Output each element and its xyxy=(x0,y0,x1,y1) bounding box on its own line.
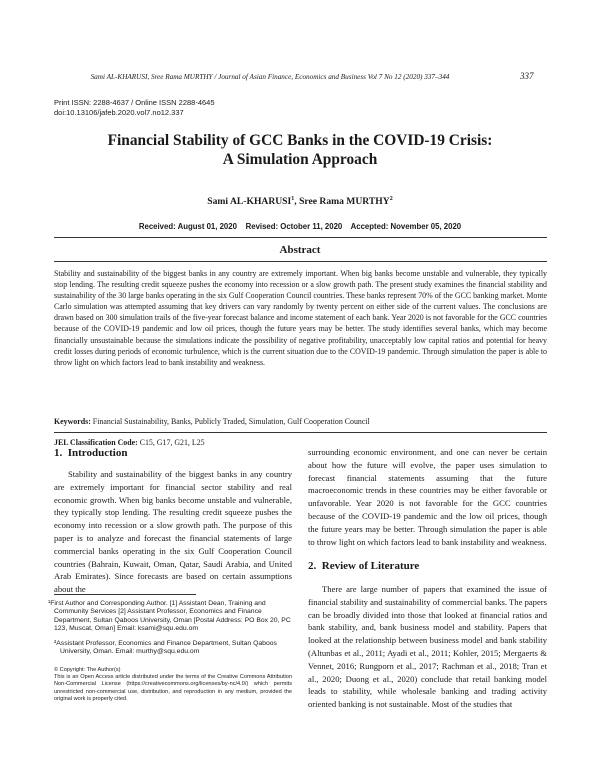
footnote-divider xyxy=(54,594,196,595)
footnote-2: ²Assistant Professor, Economics and Finance Department, Sultan Qaboos University, Oman. Email: murthy@squ.edu.om xyxy=(54,640,277,656)
license-text: This is an Open Access article distributed under the terms of the Creative Commons Attribution Non-Commercial License (https://creativecommons.org/licenses/by-nc/4.0/) which permits unrestricted non-commercial use, distribution, and reproduction in any medium, provided the original work is properly cited. xyxy=(54,674,292,702)
keywords-label: Keywords: xyxy=(54,417,91,426)
divider-keywords xyxy=(54,432,547,433)
keywords xyxy=(54,417,547,426)
paper-title xyxy=(40,131,560,169)
title-line-1: Financial Stability of GCC Banks in the COVID-19 Crisis: xyxy=(107,132,493,149)
doi-line: doi:10.13106/jafeb.2020.vol7.no12.337 xyxy=(54,108,184,117)
footnote-1: ¹First Author and Corresponding Author. [1] Assistant Dean, Training and Community Services [2] Assistant Professor, Economics and Finance Department, Sultan Qaboos University, Oman [Postal Address: PO Box 20, PC 123, Muscat, Oman] Email: ksami@squ.edu.om xyxy=(48,600,291,633)
abstract-heading: Abstract xyxy=(279,244,321,256)
author-1: Sami AL-KHARUSI xyxy=(207,196,292,208)
literature-heading: 2. Review of Literature xyxy=(308,560,420,572)
divider-top xyxy=(54,237,547,238)
submission-dates: Received: August 01, 2020 Revised: October 11, 2020 Accepted: November 05, 2020 xyxy=(138,222,462,231)
title-line-2: A Simulation Approach xyxy=(222,151,378,168)
copyright-line: © Copyright: The Author(s) xyxy=(54,667,121,673)
running-header: Sami AL-KHARUSI, Sree Rama MURTHY / Journal of Asian Finance, Economics and Business Vol 7 No 12 (2020) 337–344 xyxy=(90,73,450,81)
author-1-affiliation-mark: 1 xyxy=(291,196,295,202)
issn-block xyxy=(54,98,215,118)
author-2-affiliation-mark: 2 xyxy=(389,196,393,202)
author-2: Sree Rama MURTHY xyxy=(299,196,390,208)
abstract-body: Stability and sustainability of the biggest banks in any country are extremely important. When big banks become unstable and vulnerable, they typically stop lending. The resulting credit squeeze pushes the economy into recession or a slow growth path. The present study examines the financial stability and sustainability of the 30 large banks operating in the six Gulf Cooperation Council countries. These banks represent 70% of the GCC banking market. Monte Carlo simulation was attempted assuming that key drivers can vary randomly by twenty percent on either side of the current values. The conclusions are drawn based on 300 simulation trails of the five-year forecast balance and income statement of each bank. Year 2020 is not favorable for the GCC countries because of the COVID-19 pandemic and low oil prices, though the future years may be better. The study identifies several banks, which may become financially unsustainable because the simulations indicate the possibility of negative profitability, unacceptably low capital ratios and potential for heavy credit losses during periods of economic turbulence, which is the current situation due to the COVID-19 pandemic. Through simulation the paper is able to throw light on which factors lead to bank instability and weakness. xyxy=(54,269,547,367)
keywords-text: Financial Sustainability, Banks, Publicly Traded, Simulation, Gulf Cooperation Council xyxy=(90,417,370,426)
page-number: 337 xyxy=(520,71,534,81)
copyright-notice xyxy=(54,667,292,703)
introduction-body: Stability and sustainability of the biggest banks in any country are extremely important for financial sector stability and real economic growth. When big banks become unstable and vulnerable, they typically stop lending. The resulting credit squeeze pushes the economy into recession or a slow growth path. The purpose of this paper is to analyze and forecast the financial statements of large commercial banks operating in the six Gulf Cooperation Council countries (Bahrain, Kuwait, Oman, Qatar, Saudi Arabia, and United Arab Emirates). Since forecasts are based on certain assumptions about the xyxy=(54,469,292,595)
literature-body: There are large number of papers that examined the issue of financial stability and sustainability of commercial banks. The papers can be broadly divided into those that looked at financial ratios and bank stability, and, bank business model and stability. Papers that looked at the relationship between business model and bank stability (Altunbas et al., 2011; Ayadi et al., 2011; Kohler, 2015; Mergaerts & Vennet, 2016; Rungporn et al., 2017; Rachman et al., 2018; Tran et al., 2020; Duong et al., 2020) conclude that retail banking model leads to stability, while wholesale banking and trading activity oriented banking is not sustainable. Most of the studies that xyxy=(308,584,547,710)
divider-abstract xyxy=(54,261,547,262)
introduction-continuation: surrounding economic environment, and one can never be certain about how the future will evolve, the paper uses simulation to forecast financial statements assuming that the future macroeconomic trends in these countries may be either favorable or unfavorable. Year 2020 is not favorable for the GCC countries because of the COVID-19 pandemic and the low oil prices, though the future years may be better. Through simulation the paper is able to throw light on which factors lead to bank instability and weakness. xyxy=(308,447,547,547)
jel-text: C15, G17, G21, L25 xyxy=(137,438,205,447)
author-separator: , xyxy=(294,196,300,208)
jel-label: JEL Classification Code: xyxy=(54,438,138,447)
author-list xyxy=(40,196,560,207)
introduction-heading: 1. Introduction xyxy=(54,447,128,459)
issn-line: Print ISSN: 2288-4637 / Online ISSN 2288-4645 xyxy=(54,98,215,107)
